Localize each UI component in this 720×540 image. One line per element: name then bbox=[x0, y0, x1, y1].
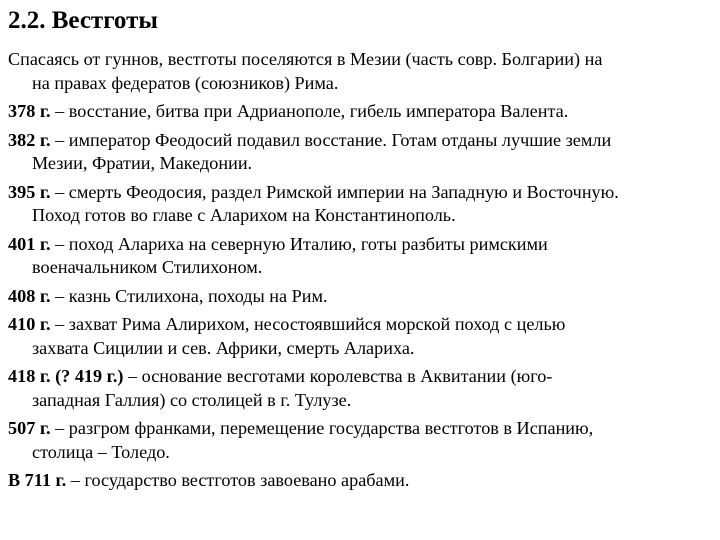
entry-text-line: – смерть Феодосия, раздел Римской империи на Западную и Восточную. bbox=[50, 181, 619, 202]
list-item bbox=[8, 129, 714, 176]
entry-year: 378 г. bbox=[8, 101, 51, 121]
list-item bbox=[8, 48, 714, 95]
entry-year: В 711 г. bbox=[8, 470, 67, 490]
entry-text-line: – разгром франками, перемещение государства вестготов в Испанию, bbox=[50, 418, 594, 438]
entry-text-line: – государство вестготов завоевано арабами. bbox=[66, 470, 410, 490]
entry-year: 395 г. bbox=[8, 181, 51, 202]
entry-text-line: – император Феодосий подавил восстание. Готам отданы лучшие земли bbox=[50, 129, 612, 150]
list-item bbox=[8, 365, 714, 412]
entry-text-line: на правах федератов (союзников) Рима. bbox=[32, 72, 339, 93]
entry-year: 507 г. bbox=[8, 418, 51, 438]
entry-year: 410 г. bbox=[8, 314, 51, 334]
list-item bbox=[8, 313, 714, 360]
list-item bbox=[8, 417, 714, 464]
entry-year: 418 г. (? 419 г.) bbox=[8, 366, 124, 386]
timeline-list bbox=[8, 48, 714, 493]
list-item bbox=[8, 100, 714, 124]
entry-text-line: – казнь Стилихона, походы на Рим. bbox=[50, 285, 328, 306]
entry-year: 401 г. bbox=[8, 233, 51, 254]
list-item bbox=[8, 469, 714, 493]
entry-text-line: Мезии, Фратии, Македонии. bbox=[32, 153, 253, 173]
entry-text-line: Спасаясь от гуннов, вестготы поселяются в Мезии (часть совр. Болгарии) на bbox=[8, 49, 603, 69]
entry-text-line: – восстание, битва при Адрианополе, гибель императора Валента. bbox=[50, 101, 569, 121]
list-item bbox=[8, 233, 714, 280]
entry-text-line: столица – Толедо. bbox=[32, 441, 170, 462]
entry-text-line: – захват Рима Алирихом, несостоявшийся морской поход с целью bbox=[50, 314, 566, 334]
list-item bbox=[8, 181, 714, 228]
page-title: 2.2. Вестготы bbox=[8, 7, 158, 34]
entry-text-line: – основание весготами королевства в Аквитании (юго- bbox=[123, 366, 553, 386]
entry-text-line: захвата Сицилии и сев. Африки, смерть Алариха. bbox=[32, 337, 415, 358]
entry-year: 382 г. bbox=[8, 129, 51, 150]
entry-year: 408 г. bbox=[8, 285, 51, 306]
entry-text-line: военачальником Стилихоном. bbox=[32, 257, 263, 277]
entry-text-line: Поход готов во главе с Аларихом на Константинополь. bbox=[32, 205, 456, 225]
list-item bbox=[8, 285, 714, 309]
entry-text-line: западная Галлия) со столицей в г. Тулузе. bbox=[32, 389, 352, 410]
entry-text-line: – поход Алариха на северную Италию, готы разбиты римскими bbox=[50, 233, 548, 254]
